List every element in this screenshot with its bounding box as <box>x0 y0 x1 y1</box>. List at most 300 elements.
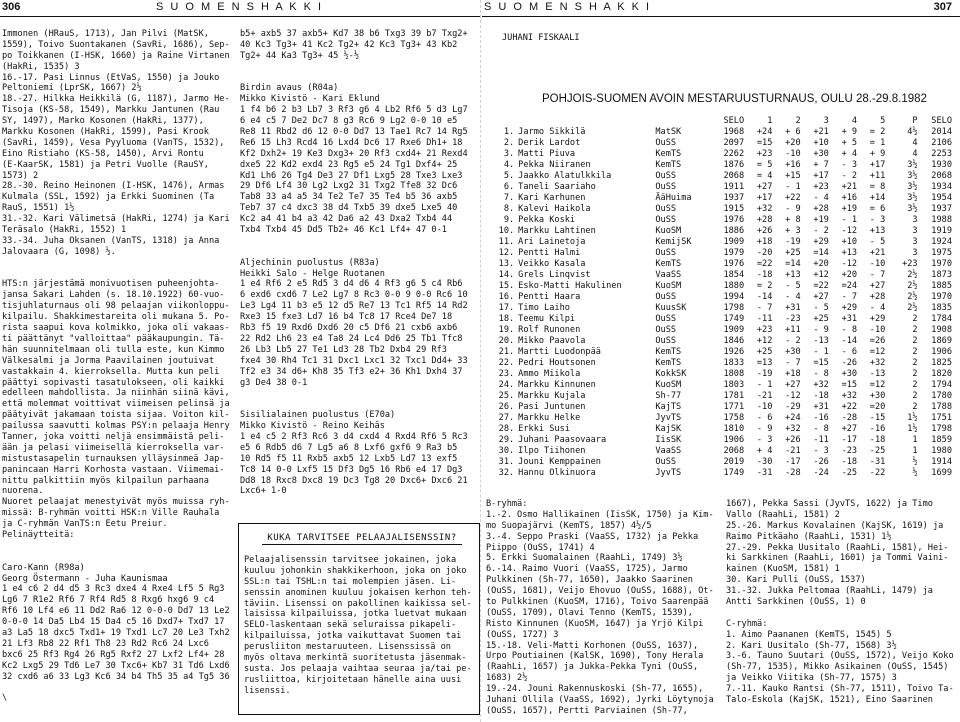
text-line: nittu palkittiin myös kilpailun parhaana <box>2 475 209 486</box>
club-cell: OuSS <box>655 248 677 258</box>
text-line: mo Suopajärvi (KemTS, 1857) 4½/5 <box>486 520 652 531</box>
points-cell: 1½ <box>907 413 918 423</box>
text-line <box>2 258 240 269</box>
round-3-cell: +28 <box>813 204 829 214</box>
text-line: 19.-24. Jouni Rakennuskoski (Sh-77, 1655), <box>486 684 704 695</box>
selo-cell: 1749 <box>723 468 745 478</box>
round-5-cell: -22 <box>869 468 886 478</box>
round-2-cell: +25 <box>785 248 801 258</box>
text-line: Lxc6+ 1-0 <box>240 486 287 497</box>
club-cell: KokkSK <box>655 369 687 379</box>
points-cell: 1 <box>912 446 918 456</box>
round-3-cell: +25 <box>813 314 829 324</box>
new-selo-cell: 1919 <box>931 226 952 236</box>
table-row <box>496 435 954 446</box>
table-row <box>496 204 954 215</box>
text-line: Txb4 Txb4 45 Dd5 Tb2+ 46 Kc1 Lf4+ 47 0-1 <box>240 225 447 236</box>
rank-cell: 13. <box>498 259 515 269</box>
round-4-cell: +19 <box>841 204 858 214</box>
text-line: 3.-6. Tauno Suutari (OuSS, 1572), Veijo Koko <box>726 651 954 662</box>
text-line: bxc6 25 Rf3 Rg4 26 Rg5 Rxf2 27 Lxf2 Lf4+ 28 <box>2 649 225 660</box>
round-5-cell: +28 <box>869 292 886 302</box>
round-4-cell: +30 <box>841 369 858 379</box>
text-line: (OuSS, 1727) 3 <box>486 629 559 640</box>
player-name-cell: Jouni Kemppainen <box>518 457 601 467</box>
magazine-title: S U O M E N S H A K K I <box>484 1 652 13</box>
round-3-cell: - 1 <box>813 347 829 357</box>
table-row <box>496 193 954 204</box>
text-line: Kc2 a4 41 b4 a3 42 Da6 a2 43 Dxa2 Txb4 44 <box>240 214 453 225</box>
round-4-cell: - 7 <box>841 292 858 302</box>
player-name-cell: Ari Lainetoja <box>518 237 586 247</box>
selo-cell: 2068 <box>723 446 745 456</box>
selo-cell: 1808 <box>723 369 745 379</box>
right-column-b <box>726 499 960 706</box>
round-1-cell: +12 <box>756 336 773 346</box>
round-3-cell: +30 <box>813 149 829 159</box>
round-3-cell: +27 <box>813 292 829 302</box>
round-3-cell: - 8 <box>813 424 829 434</box>
text-line: Markku Kosonen (HakRi, 1599), Pasi Krook <box>2 127 209 138</box>
round-2-cell: +18 <box>785 369 801 379</box>
right-page <box>482 0 960 722</box>
round-2-cell: +22 <box>785 193 801 203</box>
text-line: edelleen mahdollista. Ja niinhän siinä kävi, <box>2 388 230 399</box>
player-name-cell: Veikko Kasala <box>518 259 586 269</box>
table-row <box>496 303 954 314</box>
round-4-cell: +29 <box>841 303 858 313</box>
text-line: Peltoniemi (LprSK, 1667) 2½ <box>2 83 142 94</box>
text-line: Caro-Kann (R98a) <box>2 562 85 573</box>
new-selo-cell: 2068 <box>931 171 952 181</box>
rank-cell: 19. <box>498 325 515 335</box>
text-line: Vallo (RaahLi, 1581) 2 <box>726 509 840 520</box>
points-cell: 2 <box>912 369 918 379</box>
new-selo-cell: 1835 <box>931 303 952 313</box>
selo-cell: 1909 <box>723 237 745 247</box>
text-line: 31.-32. Jukka Peltomaa (RaahLi, 1479) ja <box>726 586 933 597</box>
round-3-cell: +23 <box>813 182 829 192</box>
round-3-cell: +20 <box>813 259 829 269</box>
round-1-cell: -20 <box>756 248 773 258</box>
text-line: Re6 15 Lh3 Rcd4 16 Lxd4 Dc6 17 Rxe6 Dh1+ 18 <box>240 137 463 148</box>
text-line: 40 Kc3 Tg3+ 41 Kc2 Tg2+ 42 Kc3 Tg3+ 43 Kb2 <box>240 39 458 50</box>
player-name-cell: Derik Lardot <box>518 138 581 148</box>
selo-cell: 1880 <box>723 281 745 291</box>
header-cell <box>516 115 653 127</box>
text-line: ki Sarkkinen (RaahLi, 1601) ja Tommi Vaini- <box>726 553 949 564</box>
club-cell: KemTS <box>655 347 682 357</box>
round-1-cell: -11 <box>756 314 773 324</box>
text-line: Rf6 10 Lf4 e6 11 Dd2 Ra6 12 0-0-0 Dd7 13 Le2 <box>2 606 230 617</box>
text-line: 1 f4 b6 2 b3 Lb7 3 Rf3 g6 4 Lb2 Rf6 5 d3 Lg7 <box>240 105 468 116</box>
text-line: Jalovaara (G, 1098) ½. <box>2 246 116 257</box>
text-line: 28.-30. Reino Heinonen (I-HSK, 1476), Armas <box>2 181 225 192</box>
table-row <box>496 292 954 303</box>
text-line: 1559), Toivo Suontakanen (SavRi, 1686), Sep- <box>2 39 230 50</box>
text-line: Pulkkinen (Sh-77, 1650), Jaakko Saarinen <box>486 575 693 586</box>
club-cell: KuoSM <box>655 226 682 236</box>
round-1-cell: =22 <box>756 259 773 269</box>
round-5-cell: +27 <box>869 281 886 291</box>
selo-cell: 1781 <box>723 391 745 401</box>
player-name-cell: Erkki Susi <box>518 424 570 434</box>
text-line: 10 Rd5 f5 11 Rxb5 axb5 12 Lxb5 Ld7 13 exf5 <box>240 453 458 464</box>
round-5-cell: +14 <box>869 193 886 203</box>
round-1-cell: +26 <box>756 226 773 236</box>
round-3-cell: - 5 <box>813 303 829 313</box>
right-column-a <box>486 499 720 717</box>
table-row <box>496 237 954 248</box>
rank-cell: 25. <box>498 391 515 401</box>
text-line: (RaahLi, 1657) ja Jukka-Pekka Tyni (OuSS, <box>486 662 699 673</box>
table-row <box>496 468 954 479</box>
text-line: perusliiton mestaruuteen. Lisenssissä on <box>244 642 451 653</box>
points-cell: 3½ <box>907 193 918 203</box>
new-selo-cell: 1908 <box>931 325 952 335</box>
text-line: Tg2+ 44 Ka3 Tg3+ 45 ½-½ <box>240 50 359 61</box>
new-selo-cell: 1794 <box>931 380 952 390</box>
club-cell: JyvTS <box>655 468 682 478</box>
round-1-cell: +24 <box>756 127 773 137</box>
round-5-cell: +17 <box>869 160 886 170</box>
header-cell <box>653 115 712 127</box>
table-row <box>496 259 954 270</box>
round-2-cell: -23 <box>785 314 801 324</box>
text-line: Raimo Pitkäaho (RaahLi, 1531) 1½ <box>726 531 892 542</box>
text-line: tisjuhlaturnaus oli 98 pelaajan viikonloppu- <box>2 301 230 312</box>
selo-cell: 1976 <box>723 215 745 225</box>
rank-cell: 5. <box>503 171 515 181</box>
round-2-cell: - 4 <box>785 292 801 302</box>
results-table <box>496 115 954 479</box>
round-3-cell: +31 <box>813 402 829 412</box>
round-5-cell: -15 <box>869 413 886 423</box>
round-4-cell: -12 <box>841 259 858 269</box>
text-line <box>240 247 480 258</box>
text-line: 1. Aimo Paananen (KemTS, 1545) 5 <box>726 629 892 640</box>
rank-cell: 3. <box>503 149 515 159</box>
points-cell: 2 <box>912 347 918 357</box>
club-cell: KuusSK <box>655 303 687 313</box>
text-line: a3 La5 18 dxc5 Txd1+ 19 Txd1 Lc7 20 Le3 Txh2 <box>2 627 230 638</box>
round-5-cell: =20 <box>869 402 886 412</box>
text-line: Piippo (OuSS, 1741) 4 <box>486 542 595 553</box>
club-cell: OuSS <box>655 292 677 302</box>
text-line: 30. Kari Pulli (OuSS, 1537) <box>726 575 866 586</box>
player-name-cell: Martti Luodonpää <box>518 347 601 357</box>
rank-cell: 1. <box>503 127 515 137</box>
text-line: (Sh-77, 1535), Mikko Asikainen (OuSS, 1545) <box>726 662 949 673</box>
round-4-cell: =15 <box>841 380 858 390</box>
new-selo-cell: 1914 <box>931 457 952 467</box>
left-column-1 <box>2 29 240 704</box>
points-cell: 2 <box>912 391 918 401</box>
text-line: Kd1 Lh6 26 Tg4 De3 27 Df1 Lxg5 28 Txe3 Lxe3 <box>240 170 463 181</box>
club-cell: KemTS <box>655 149 682 159</box>
new-selo-cell: 1780 <box>931 391 952 401</box>
round-5-cell: = 2 <box>869 127 886 137</box>
round-4-cell: - 6 <box>841 347 858 357</box>
text-line: Urpo Poutiainen (KalSK, 1690), Tony Herala <box>486 651 704 662</box>
table-row <box>496 182 954 193</box>
round-1-cell: - 1 <box>756 380 773 390</box>
text-line: Georg Östermann - Juha Kaunismaa <box>2 573 168 584</box>
text-line: Rxe3 15 fxe3 Ld7 16 b4 Tc8 17 Rce4 De7 18 <box>240 312 453 323</box>
header-cell <box>496 115 516 127</box>
text-line: Välkesalmi ja Jorma Paavilainen joutuivat <box>2 355 215 366</box>
page-number: 307 <box>933 1 952 13</box>
table-row <box>496 160 954 171</box>
player-name-cell: Kalevi Haikola <box>518 204 591 214</box>
points-cell: 4 <box>912 138 918 148</box>
left-page-header <box>0 0 480 17</box>
round-3-cell: +17 <box>813 171 829 181</box>
round-1-cell: = 2 <box>756 281 773 291</box>
round-4-cell: -23 <box>841 446 858 456</box>
table-row <box>496 226 954 237</box>
round-2-cell: -29 <box>785 402 801 412</box>
text-line: 5. Erkki Suomalainen (RaahLi, 1749) 3½ <box>486 553 683 564</box>
round-2-cell: +20 <box>785 138 801 148</box>
text-line: SSL:n tai TSHL:n tai molempien jäsen. Li- <box>244 576 457 587</box>
text-line: (E-KaarSK, 1581) ja Petri Vuolle (RauSY, <box>2 159 209 170</box>
text-line: 6.-14. Raimo Vuori (VaaSS, 1725), Jarmo <box>486 564 688 575</box>
round-1-cell: -10 <box>756 402 773 412</box>
text-line: ti päättänyt "valloittaa" pääkaupungin. Tä- <box>2 333 225 344</box>
text-line: Rb3 f5 19 Rxd6 Dxd6 20 c5 Df6 21 cxb6 axb6 <box>240 323 458 334</box>
club-cell: KuoSM <box>655 380 682 390</box>
text-line: pailussa saavutti kolmas PSY:n pelaaja Henry <box>2 421 230 432</box>
text-line: 26 Lb3 Lb5 27 Te1 Ld3 28 Tb2 Dxb4 29 Rf3 <box>240 344 447 355</box>
text-line: lisenssi. <box>244 685 291 696</box>
selo-cell: 1909 <box>723 325 745 335</box>
player-name-cell: Ammo Miikola <box>518 369 581 379</box>
text-line: hän suunnitelmaan oli tulla este, kun Kimmo <box>2 344 225 355</box>
text-line: Talo-Eskola (KajSK, 1521), Eino Saarinen <box>726 695 933 706</box>
round-2-cell: +13 <box>785 270 801 280</box>
round-2-cell: +32 <box>785 424 801 434</box>
selo-cell: 1798 <box>723 303 745 313</box>
player-name-cell: Hannu Olkinuora <box>518 468 596 478</box>
club-cell: OuSS <box>655 457 677 467</box>
player-name-cell: Pentti Haara <box>518 292 581 302</box>
text-line: C-ryhmä: <box>726 618 768 629</box>
text-line: jansa Sakari Lahden (s. 18.10.1922) 60-vuo- <box>2 290 225 301</box>
text-line: 3.-4. Seppo Praski (VaaSS, 1732) ja Pekka <box>486 531 699 542</box>
text-line <box>240 236 480 247</box>
round-1-cell: - 7 <box>756 303 773 313</box>
table-row <box>496 336 954 347</box>
round-2-cell: - 2 <box>785 336 801 346</box>
table-row <box>496 402 954 413</box>
club-cell: KemTS <box>655 358 682 368</box>
text-line: Mikko Kivistö - Kari Eklund <box>240 94 380 105</box>
round-4-cell: +27 <box>841 424 858 434</box>
round-4-cell: +20 <box>841 270 858 280</box>
player-name-cell: Pentti Halmi <box>518 248 581 258</box>
round-3-cell: +29 <box>813 237 829 247</box>
club-cell: OuSS <box>655 336 677 346</box>
header-round-4: 4 <box>851 115 858 126</box>
points-cell: 2½ <box>907 303 918 313</box>
new-selo-cell: 1788 <box>931 402 952 412</box>
text-line: ään ja pelasi viimeisellä kierroksella var- <box>2 442 225 453</box>
round-4-cell: +13 <box>841 248 858 258</box>
author-name <box>502 33 580 44</box>
rank-cell: 2. <box>503 138 515 148</box>
text-line: e5 6 Rdb5 d6 7 Lg5 a6 8 Lxf6 gxf6 9 Ra3 b5 <box>240 442 458 453</box>
left-column-2 <box>240 29 480 497</box>
text-line: 1667), Pekka Sassi (JyvTS, 1622) ja Timo <box>726 499 933 509</box>
text-line: myös oltava merkintä suoritetusta jäsenmak- <box>244 653 467 664</box>
round-4-cell: -17 <box>841 435 858 445</box>
new-selo-cell: 1975 <box>931 248 952 258</box>
text-line: vastakkain 4. kierroksella. Mutta kun peli <box>2 366 220 377</box>
header-selo: SELO <box>723 115 745 126</box>
selo-cell: 2019 <box>723 457 745 467</box>
text-line: kilpailu. Shakkimestareita oli mukana 5. Po- <box>2 312 230 323</box>
new-selo-cell: 1970 <box>931 292 952 302</box>
new-selo-cell: 1970 <box>931 259 952 269</box>
new-selo-cell: 1869 <box>931 336 952 346</box>
points-cell: ½ <box>912 468 918 478</box>
player-name-cell: Ilpo Tiihonen <box>518 446 586 456</box>
round-5-cell: -18 <box>869 435 886 445</box>
text-line: Re8 11 Rbd2 d6 12 0-0 Dd7 13 Tae1 Rc7 14 Rg5 <box>240 127 468 138</box>
text-line: SY, 1497), Marko Kosonen (HakRi, 1377), <box>2 116 204 127</box>
text-line <box>2 269 240 280</box>
round-3-cell: -13 <box>813 336 829 346</box>
player-name-cell: Markku Helke <box>518 413 581 423</box>
round-2-cell: - 5 <box>785 281 801 291</box>
text-line: Kf2 Dxh2+ 19 Ke3 Dxg3+ 20 Rf3 cxd4+ 21 Rexd4 <box>240 148 468 159</box>
rank-cell: 12. <box>498 248 515 258</box>
round-1-cell: - 9 <box>756 424 773 434</box>
round-5-cell: +30 <box>869 391 886 401</box>
round-2-cell: -10 <box>785 149 801 159</box>
club-cell: IisSK <box>655 435 682 445</box>
round-1-cell: +18 <box>756 237 773 247</box>
text-line: päätyivät jakamaan toista sijaa. Voiton kil- <box>2 410 230 421</box>
player-name-cell: Markku Lahtinen <box>518 226 596 236</box>
table-row <box>496 424 954 435</box>
table-row <box>496 347 954 358</box>
round-3-cell: -24 <box>813 468 829 478</box>
selo-cell: 1979 <box>723 248 745 258</box>
new-selo-cell: 1954 <box>931 193 952 203</box>
round-1-cell: -21 <box>756 391 773 401</box>
club-cell: OuSS <box>655 204 677 214</box>
text-line: 1573) 2 <box>2 170 39 181</box>
table-row <box>496 248 954 259</box>
text-line: Kc2 Lxg5 29 Td6 Le7 30 Txc6+ Kb7 31 Td6 Lxd6 <box>2 660 230 671</box>
text-line: Tab8 33 a4 a5 34 Te2 Te7 35 Te4 b5 36 axb5 <box>240 192 458 203</box>
round-2-cell: -17 <box>785 457 801 467</box>
club-cell: KemTS <box>655 259 682 269</box>
round-3-cell: - 9 <box>813 325 829 335</box>
points-cell: 2 <box>912 402 918 412</box>
round-1-cell: -31 <box>756 468 773 478</box>
club-cell: OuSS <box>655 138 677 148</box>
text-line: Sisilialainen puolustus (E70a) <box>240 410 396 421</box>
selo-cell: 1926 <box>723 347 745 357</box>
round-1-cell: =13 <box>756 358 773 368</box>
round-5-cell: -31 <box>869 457 886 467</box>
rank-cell: 14. <box>498 270 515 280</box>
round-5-cell: = 8 <box>869 182 886 192</box>
text-line: panincaan Harri Korhosta vastaan. Viimemai- <box>2 464 225 475</box>
points-cell: 1½ <box>907 424 918 434</box>
round-5-cell: = 6 <box>869 204 886 214</box>
round-3-cell: - 3 <box>813 446 829 456</box>
round-2-cell: + 6 <box>785 127 801 137</box>
header-new-selo: SELO <box>931 115 952 126</box>
rank-cell: 31. <box>498 457 515 467</box>
table-header-row <box>496 115 954 127</box>
text-line: 29 Df6 Lf4 30 Lg2 Lxg2 31 Txg2 Tfe8 32 Dc6 <box>240 181 458 192</box>
text-line: Risto Kinnunen (KuoSM, 1647) ja Yrjö Kilpi <box>486 618 704 629</box>
round-1-cell: +27 <box>756 182 773 192</box>
player-name-cell: Matti Piuva <box>518 149 576 159</box>
table-row <box>496 215 954 226</box>
new-selo-cell: 1825 <box>931 358 952 368</box>
round-4-cell: -12 <box>841 226 858 236</box>
club-cell: OuSS <box>655 325 677 335</box>
round-2-cell: +27 <box>785 380 801 390</box>
round-4-cell: + 9 <box>841 127 858 137</box>
new-selo-cell: 1937 <box>931 204 952 214</box>
round-3-cell: =22 <box>813 281 829 291</box>
text-line: nuorena. <box>2 486 44 497</box>
text-line: 21 Lf3 Rb8 22 Rf1 Th8 23 Rd2 Rc6 24 Lxc6 <box>2 638 209 649</box>
text-line: rusliittoa, kirjoitetaan hänelle aina uusi <box>244 674 462 685</box>
selo-cell: 1876 <box>723 160 745 170</box>
header-round-5: 5 <box>880 115 886 126</box>
text-line: Immonen (HRauS, 1713), Jan Pilvi (MatSK, <box>2 29 209 39</box>
round-5-cell: =12 <box>869 380 886 390</box>
round-5-cell: -13 <box>869 369 886 379</box>
text-line: 27.-29. Pekka Uusitalo (RaahLi, 1581), Hei- <box>726 542 949 553</box>
round-4-cell: + 5 <box>841 138 858 148</box>
round-2-cell: =14 <box>785 259 801 269</box>
text-line <box>2 682 240 693</box>
round-1-cell: +25 <box>756 347 773 357</box>
page-number: 306 <box>2 1 21 13</box>
round-1-cell: - 6 <box>756 413 773 423</box>
player-name-cell: Juhani Paasovaara <box>518 435 607 445</box>
club-cell: VaaSS <box>655 270 682 280</box>
round-4-cell: +22 <box>841 402 858 412</box>
points-cell: 2½ <box>907 292 918 302</box>
round-4-cell: -25 <box>841 468 858 478</box>
text-line: 15.-18. Veli-Matti Korhonen (OuSS, 1637), <box>486 640 699 651</box>
table-row <box>496 270 954 281</box>
table-row <box>496 380 954 391</box>
table-row <box>496 149 954 160</box>
rank-cell: 4. <box>503 160 515 170</box>
round-3-cell: -18 <box>813 391 829 401</box>
round-3-cell: - 2 <box>813 226 829 236</box>
round-5-cell: +21 <box>869 248 886 258</box>
round-4-cell: -18 <box>841 457 858 467</box>
club-cell: VaaSS <box>655 446 682 456</box>
text-line: kuuluu johonkin shakkikerhoon, joka on joko <box>244 565 467 576</box>
text-line: 33.-34. Juha Oksanen (VanTS, 1318) ja Anna <box>2 235 220 246</box>
round-2-cell: -21 <box>785 446 801 456</box>
magazine-title: S U O M E N S H A K K I <box>156 1 324 13</box>
text-line: että molemmat voittivat viimeisen pelinsä ja <box>2 399 230 410</box>
